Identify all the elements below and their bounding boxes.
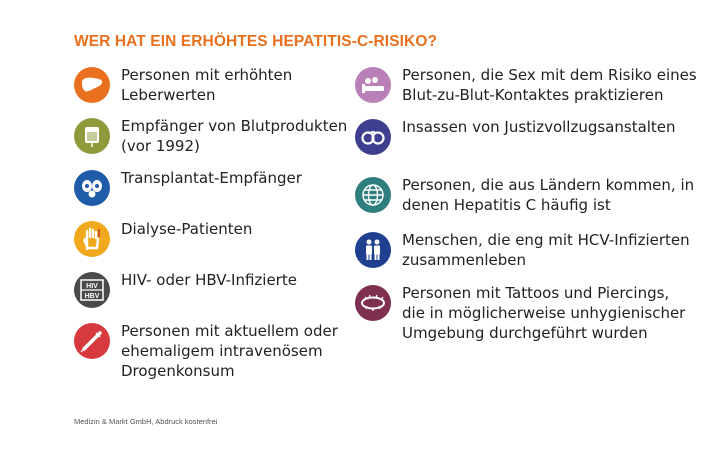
risk-item-household: Menschen, die eng mit HCV-Infizierten zusammenleben	[355, 230, 690, 270]
tattoo-ring-icon	[355, 285, 391, 321]
risk-item-transplant: Transplantat-Empfänger	[74, 168, 302, 206]
risk-item-hiv-hbv: HIV HBV HIV- oder HBV-Infizierte	[74, 270, 297, 308]
page-title: WER HAT EIN ERHÖHTES HEPATITIS-C-RISIKO?	[74, 33, 438, 50]
people-icon	[355, 232, 391, 268]
risk-item-liver: Personen mit erhöhten Leberwerten	[74, 65, 292, 105]
hbv-badge-label: HBV	[84, 293, 100, 300]
blood-bag-icon	[74, 118, 110, 154]
organs-icon	[74, 170, 110, 206]
globe-icon	[355, 177, 391, 213]
risk-item-blood-products: Empfänger von Blutprodukten (vor 1992)	[74, 116, 347, 156]
syringe-icon	[74, 323, 110, 359]
risk-item-dialysis: Dialyse-Patienten	[74, 219, 252, 257]
dialysis-hand-icon	[74, 221, 110, 257]
risk-item-prison: Insassen von Justizvollzugsanstalten	[355, 117, 676, 155]
handcuffs-icon	[355, 119, 391, 155]
risk-item-sex: Personen, die Sex mit dem Risiko eines Blut-zu-Blut-Kontaktes praktizieren	[355, 65, 697, 105]
risk-item-drugs: Personen mit aktuellem oder ehemaligem intravenösem Drogenkonsum	[74, 321, 338, 381]
hiv-hbv-icon	[74, 272, 110, 308]
risk-item-tattoo: Personen mit Tattoos und Piercings, die in möglicherweise unhygienischer Umgebung durchgeführt wurden	[355, 283, 685, 343]
couple-bed-icon	[355, 67, 391, 103]
footer-credit: Medizin & Markt GmbH, Abdruck kostenfrei	[74, 417, 218, 426]
risk-item-countries: Personen, die aus Ländern kommen, in denen Hepatitis C häufig ist	[355, 175, 694, 215]
hiv-badge-label: HIV	[86, 283, 98, 290]
liver-icon	[74, 67, 110, 103]
